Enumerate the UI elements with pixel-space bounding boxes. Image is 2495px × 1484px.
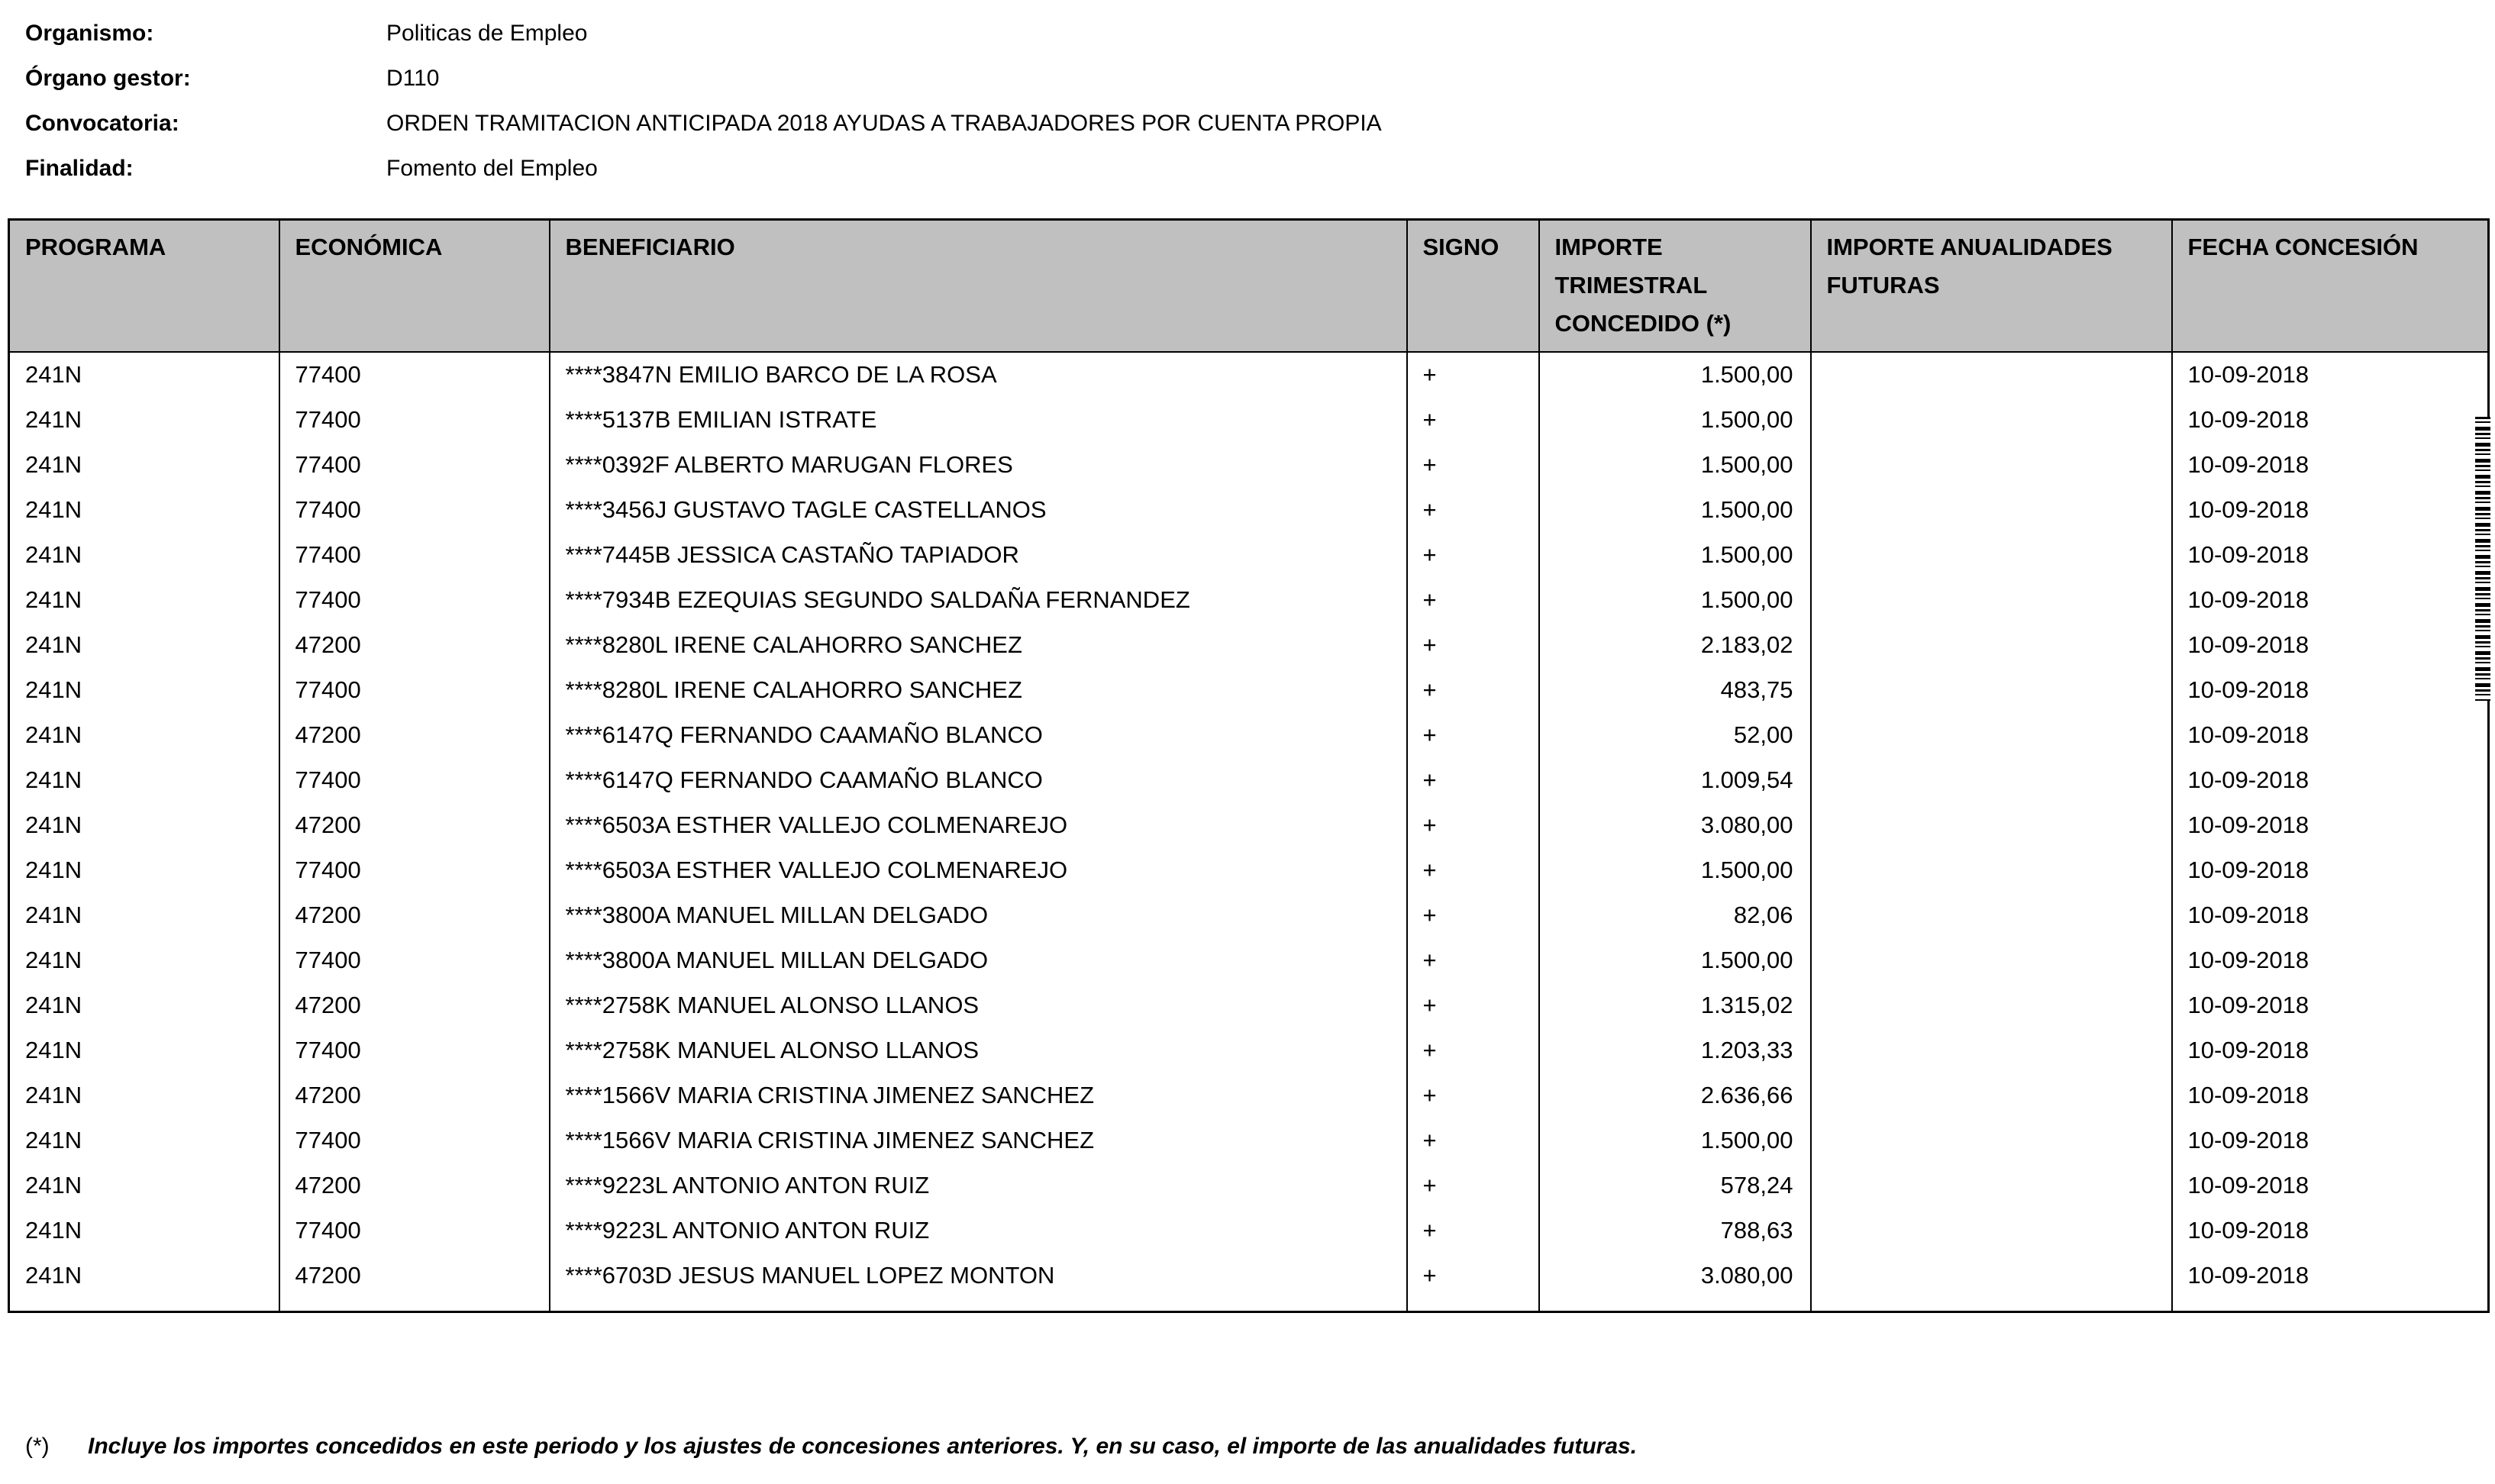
table-row — [9, 1028, 2489, 1073]
cell-importe-anualidades — [1811, 938, 2172, 983]
spacer-cell — [1539, 1298, 1811, 1312]
table-header-row — [9, 220, 2489, 352]
cell-signo: + — [1407, 1253, 1539, 1298]
cell-beneficiario: ****3800A MANUEL MILLAN DELGADO — [550, 938, 1407, 983]
cell-fecha-concesion: 10-09-2018 — [2172, 938, 2489, 983]
cell-economica: 77400 — [279, 1208, 550, 1253]
cell-importe-trimestral: 3.080,00 — [1539, 1253, 1811, 1298]
cell-beneficiario: ****6147Q FERNANDO CAAMAÑO BLANCO — [550, 713, 1407, 758]
cell-economica: 77400 — [279, 848, 550, 893]
cell-beneficiario: ****9223L ANTONIO ANTON RUIZ — [550, 1208, 1407, 1253]
table-row — [9, 1073, 2489, 1118]
cell-economica: 77400 — [279, 398, 550, 443]
cell-signo: + — [1407, 1208, 1539, 1253]
table-row — [9, 893, 2489, 938]
cell-fecha-concesion: 10-09-2018 — [2172, 713, 2489, 758]
cell-fecha-concesion: 10-09-2018 — [2172, 1163, 2489, 1208]
cell-programa: 241N — [25, 1127, 82, 1154]
cell-importe-anualidades — [1811, 1163, 2172, 1208]
table-row — [9, 1253, 2489, 1298]
column-header-beneficiario: BENEFICIARIO — [550, 220, 1407, 352]
cell-fecha-concesion: 10-09-2018 — [2172, 1028, 2489, 1073]
field-label-organo-gestor: Órgano gestor: — [25, 66, 191, 91]
cell-importe-anualidades — [1811, 1208, 2172, 1253]
cell-importe-anualidades — [1811, 713, 2172, 758]
cell-beneficiario: ****5137B EMILIAN ISTRATE — [550, 398, 1407, 443]
cell-importe-anualidades — [1811, 848, 2172, 893]
cell-beneficiario: ****2758K MANUEL ALONSO LLANOS — [550, 983, 1407, 1028]
cell-importe-anualidades — [1811, 1118, 2172, 1163]
cell-importe-trimestral: 788,63 — [1539, 1208, 1811, 1253]
table-row — [9, 983, 2489, 1028]
cell-programa: 241N — [25, 451, 82, 479]
cell-fecha-concesion: 10-09-2018 — [2172, 803, 2489, 848]
table-header — [9, 220, 2489, 352]
cell-programa: 241N — [25, 496, 82, 524]
field-organo-gestor — [25, 56, 2495, 101]
table-row — [9, 1208, 2489, 1253]
cell-programa: 241N — [25, 586, 82, 614]
cell-importe-trimestral: 483,75 — [1539, 668, 1811, 713]
cell-programa: 241N — [25, 721, 82, 749]
cell-programa: 241N — [25, 1082, 82, 1109]
cell-programa: 241N — [25, 361, 82, 389]
cell-importe-anualidades — [1811, 352, 2172, 398]
cell-fecha-concesion: 10-09-2018 — [2172, 578, 2489, 623]
cell-importe-anualidades — [1811, 1028, 2172, 1073]
cell-importe-trimestral: 2.636,66 — [1539, 1073, 1811, 1118]
table-row — [9, 713, 2489, 758]
cell-economica: 77400 — [279, 1118, 550, 1163]
cell-importe-trimestral: 1.500,00 — [1539, 443, 1811, 488]
field-label-convocatoria: Convocatoria: — [25, 111, 179, 136]
table-row — [9, 398, 2489, 443]
cell-economica: 77400 — [279, 668, 550, 713]
column-header-programa: PROGRAMA — [9, 220, 279, 352]
cell-economica: 77400 — [279, 938, 550, 983]
cell-economica: 77400 — [279, 443, 550, 488]
cell-fecha-concesion: 10-09-2018 — [2172, 893, 2489, 938]
table-row — [9, 533, 2489, 578]
table-row — [9, 1118, 2489, 1163]
field-organismo — [25, 11, 2495, 56]
column-header-fecha-concesion: FECHA CONCESIÓN — [2172, 220, 2489, 352]
cell-importe-anualidades — [1811, 533, 2172, 578]
field-value-organo-gestor: D110 — [386, 66, 440, 91]
field-label-finalidad: Finalidad: — [25, 156, 134, 181]
cell-signo: + — [1407, 893, 1539, 938]
cell-fecha-concesion: 10-09-2018 — [2172, 983, 2489, 1028]
footnote-marker: (*) — [25, 1434, 50, 1459]
cell-beneficiario: ****0392F ALBERTO MARUGAN FLORES — [550, 443, 1407, 488]
spacer-cell — [1407, 1298, 1539, 1312]
cell-signo: + — [1407, 1073, 1539, 1118]
cell-signo: + — [1407, 1028, 1539, 1073]
table-body — [9, 352, 2489, 1312]
cell-signo: + — [1407, 758, 1539, 803]
cell-importe-anualidades — [1811, 578, 2172, 623]
cell-importe-anualidades — [1811, 398, 2172, 443]
cell-importe-trimestral: 1.009,54 — [1539, 758, 1811, 803]
cell-economica: 47200 — [279, 1073, 550, 1118]
cell-programa: 241N — [25, 1037, 82, 1064]
cell-programa: 241N — [25, 676, 82, 704]
cell-importe-anualidades — [1811, 443, 2172, 488]
cell-economica: 47200 — [279, 983, 550, 1028]
cell-importe-anualidades — [1811, 668, 2172, 713]
cell-beneficiario: ****8280L IRENE CALAHORRO SANCHEZ — [550, 623, 1407, 668]
cell-beneficiario: ****6703D JESUS MANUEL LOPEZ MONTON — [550, 1253, 1407, 1298]
cell-programa: 241N — [25, 1172, 82, 1199]
cell-signo: + — [1407, 533, 1539, 578]
cell-importe-trimestral: 1.500,00 — [1539, 938, 1811, 983]
table-row — [9, 758, 2489, 803]
cell-fecha-concesion: 10-09-2018 — [2172, 1073, 2489, 1118]
cell-fecha-concesion: 10-09-2018 — [2172, 623, 2489, 668]
cell-fecha-concesion: 10-09-2018 — [2172, 848, 2489, 893]
cell-economica: 47200 — [279, 623, 550, 668]
cell-signo: + — [1407, 983, 1539, 1028]
cell-economica: 47200 — [279, 893, 550, 938]
table-row — [9, 668, 2489, 713]
cell-beneficiario: ****3800A MANUEL MILLAN DELGADO — [550, 893, 1407, 938]
column-header-economica: ECONÓMICA — [279, 220, 550, 352]
cell-beneficiario: ****3847N EMILIO BARCO DE LA ROSA — [550, 352, 1407, 398]
cell-programa: 241N — [25, 947, 82, 974]
spacer-cell — [279, 1298, 550, 1312]
table-row — [9, 443, 2489, 488]
footnote-text: Incluye los importes concedidos en este periodo y los ajustes de concesiones anteriores. Y, en su caso, el importe de las anualidades futuras. — [88, 1434, 1638, 1459]
barcode — [2475, 417, 2490, 701]
cell-economica: 47200 — [279, 713, 550, 758]
cell-economica: 47200 — [279, 1253, 550, 1298]
cell-importe-trimestral: 1.500,00 — [1539, 352, 1811, 398]
cell-economica: 77400 — [279, 488, 550, 533]
cell-signo: + — [1407, 803, 1539, 848]
cell-beneficiario: ****6147Q FERNANDO CAAMAÑO BLANCO — [550, 758, 1407, 803]
cell-fecha-concesion: 10-09-2018 — [2172, 758, 2489, 803]
cell-beneficiario: ****8280L IRENE CALAHORRO SANCHEZ — [550, 668, 1407, 713]
cell-fecha-concesion: 10-09-2018 — [2172, 1253, 2489, 1298]
cell-importe-anualidades — [1811, 623, 2172, 668]
cell-fecha-concesion: 10-09-2018 — [2172, 488, 2489, 533]
cell-fecha-concesion: 10-09-2018 — [2172, 1118, 2489, 1163]
cell-importe-trimestral: 3.080,00 — [1539, 803, 1811, 848]
cell-importe-trimestral: 1.500,00 — [1539, 578, 1811, 623]
field-label-organismo: Organismo: — [25, 21, 154, 46]
footnote — [25, 1434, 1637, 1460]
field-convocatoria — [25, 101, 2495, 146]
column-header-importe-anualidades: IMPORTE ANUALIDADES FUTURAS — [1811, 220, 2172, 352]
spacer-cell — [550, 1298, 1407, 1312]
cell-importe-trimestral: 1.500,00 — [1539, 1118, 1811, 1163]
cell-programa: 241N — [25, 541, 82, 569]
cell-signo: + — [1407, 713, 1539, 758]
cell-signo: + — [1407, 1118, 1539, 1163]
cell-fecha-concesion: 10-09-2018 — [2172, 533, 2489, 578]
cell-beneficiario: ****9223L ANTONIO ANTON RUIZ — [550, 1163, 1407, 1208]
cell-beneficiario: ****2758K MANUEL ALONSO LLANOS — [550, 1028, 1407, 1073]
cell-importe-trimestral: 1.203,33 — [1539, 1028, 1811, 1073]
cell-programa: 241N — [25, 631, 82, 659]
cell-importe-trimestral: 1.500,00 — [1539, 533, 1811, 578]
cell-fecha-concesion: 10-09-2018 — [2172, 443, 2489, 488]
cell-programa: 241N — [25, 766, 82, 794]
cell-fecha-concesion: 10-09-2018 — [2172, 352, 2489, 398]
cell-beneficiario: ****1566V MARIA CRISTINA JIMENEZ SANCHEZ — [550, 1118, 1407, 1163]
cell-signo: + — [1407, 938, 1539, 983]
table-row — [9, 848, 2489, 893]
grants-table — [8, 218, 2490, 1313]
cell-programa: 241N — [25, 992, 82, 1019]
cell-importe-anualidades — [1811, 758, 2172, 803]
cell-importe-anualidades — [1811, 1073, 2172, 1118]
column-header-signo: SIGNO — [1407, 220, 1539, 352]
cell-signo: + — [1407, 488, 1539, 533]
table-row — [9, 578, 2489, 623]
cell-signo: + — [1407, 848, 1539, 893]
cell-importe-trimestral: 578,24 — [1539, 1163, 1811, 1208]
spacer-cell — [1811, 1298, 2172, 1312]
table-row — [9, 623, 2489, 668]
table-row — [9, 803, 2489, 848]
document-header — [0, 0, 2495, 191]
cell-economica: 47200 — [279, 803, 550, 848]
cell-economica: 77400 — [279, 533, 550, 578]
cell-programa: 241N — [25, 1217, 82, 1244]
table-row — [9, 488, 2489, 533]
table-row — [9, 1163, 2489, 1208]
cell-programa: 241N — [25, 902, 82, 929]
cell-signo: + — [1407, 443, 1539, 488]
cell-importe-trimestral: 1.500,00 — [1539, 488, 1811, 533]
cell-importe-anualidades — [1811, 1253, 2172, 1298]
cell-signo: + — [1407, 668, 1539, 713]
cell-importe-anualidades — [1811, 983, 2172, 1028]
cell-importe-anualidades — [1811, 803, 2172, 848]
spacer-cell — [2172, 1298, 2489, 1312]
cell-beneficiario: ****3456J GUSTAVO TAGLE CASTELLANOS — [550, 488, 1407, 533]
cell-programa: 241N — [25, 1262, 82, 1289]
cell-fecha-concesion: 10-09-2018 — [2172, 398, 2489, 443]
cell-importe-trimestral: 2.183,02 — [1539, 623, 1811, 668]
cell-economica: 77400 — [279, 352, 550, 398]
cell-beneficiario: ****6503A ESTHER VALLEJO COLMENAREJO — [550, 803, 1407, 848]
spacer-cell — [9, 1298, 279, 1312]
cell-signo: + — [1407, 398, 1539, 443]
cell-signo: + — [1407, 623, 1539, 668]
cell-signo: + — [1407, 352, 1539, 398]
field-value-finalidad: Fomento del Empleo — [386, 156, 598, 181]
cell-importe-trimestral: 52,00 — [1539, 713, 1811, 758]
field-finalidad — [25, 146, 2495, 191]
table-row — [9, 938, 2489, 983]
cell-importe-trimestral: 1.315,02 — [1539, 983, 1811, 1028]
cell-beneficiario: ****7934B EZEQUIAS SEGUNDO SALDAÑA FERNANDEZ — [550, 578, 1407, 623]
cell-programa: 241N — [25, 857, 82, 884]
column-header-importe-trimestral: IMPORTE TRIMESTRAL CONCEDIDO (*) — [1539, 220, 1811, 352]
field-value-convocatoria: ORDEN TRAMITACION ANTICIPADA 2018 AYUDAS A TRABAJADORES POR CUENTA PROPIA — [386, 111, 1382, 136]
cell-beneficiario: ****7445B JESSICA CASTAÑO TAPIADOR — [550, 533, 1407, 578]
cell-economica: 77400 — [279, 1028, 550, 1073]
table-spacer-row — [9, 1298, 2489, 1312]
cell-importe-trimestral: 1.500,00 — [1539, 398, 1811, 443]
cell-programa: 241N — [25, 406, 82, 434]
cell-fecha-concesion: 10-09-2018 — [2172, 1208, 2489, 1253]
cell-signo: + — [1407, 578, 1539, 623]
cell-beneficiario: ****6503A ESTHER VALLEJO COLMENAREJO — [550, 848, 1407, 893]
cell-importe-trimestral: 1.500,00 — [1539, 848, 1811, 893]
cell-fecha-concesion: 10-09-2018 — [2172, 668, 2489, 713]
cell-signo: + — [1407, 1163, 1539, 1208]
table-row — [9, 352, 2489, 398]
field-value-organismo: Politicas de Empleo — [386, 21, 588, 46]
cell-importe-anualidades — [1811, 893, 2172, 938]
cell-importe-anualidades — [1811, 488, 2172, 533]
cell-beneficiario: ****1566V MARIA CRISTINA JIMENEZ SANCHEZ — [550, 1073, 1407, 1118]
cell-importe-trimestral: 82,06 — [1539, 893, 1811, 938]
cell-economica: 77400 — [279, 758, 550, 803]
cell-economica: 77400 — [279, 578, 550, 623]
cell-programa: 241N — [25, 811, 82, 839]
cell-economica: 47200 — [279, 1163, 550, 1208]
